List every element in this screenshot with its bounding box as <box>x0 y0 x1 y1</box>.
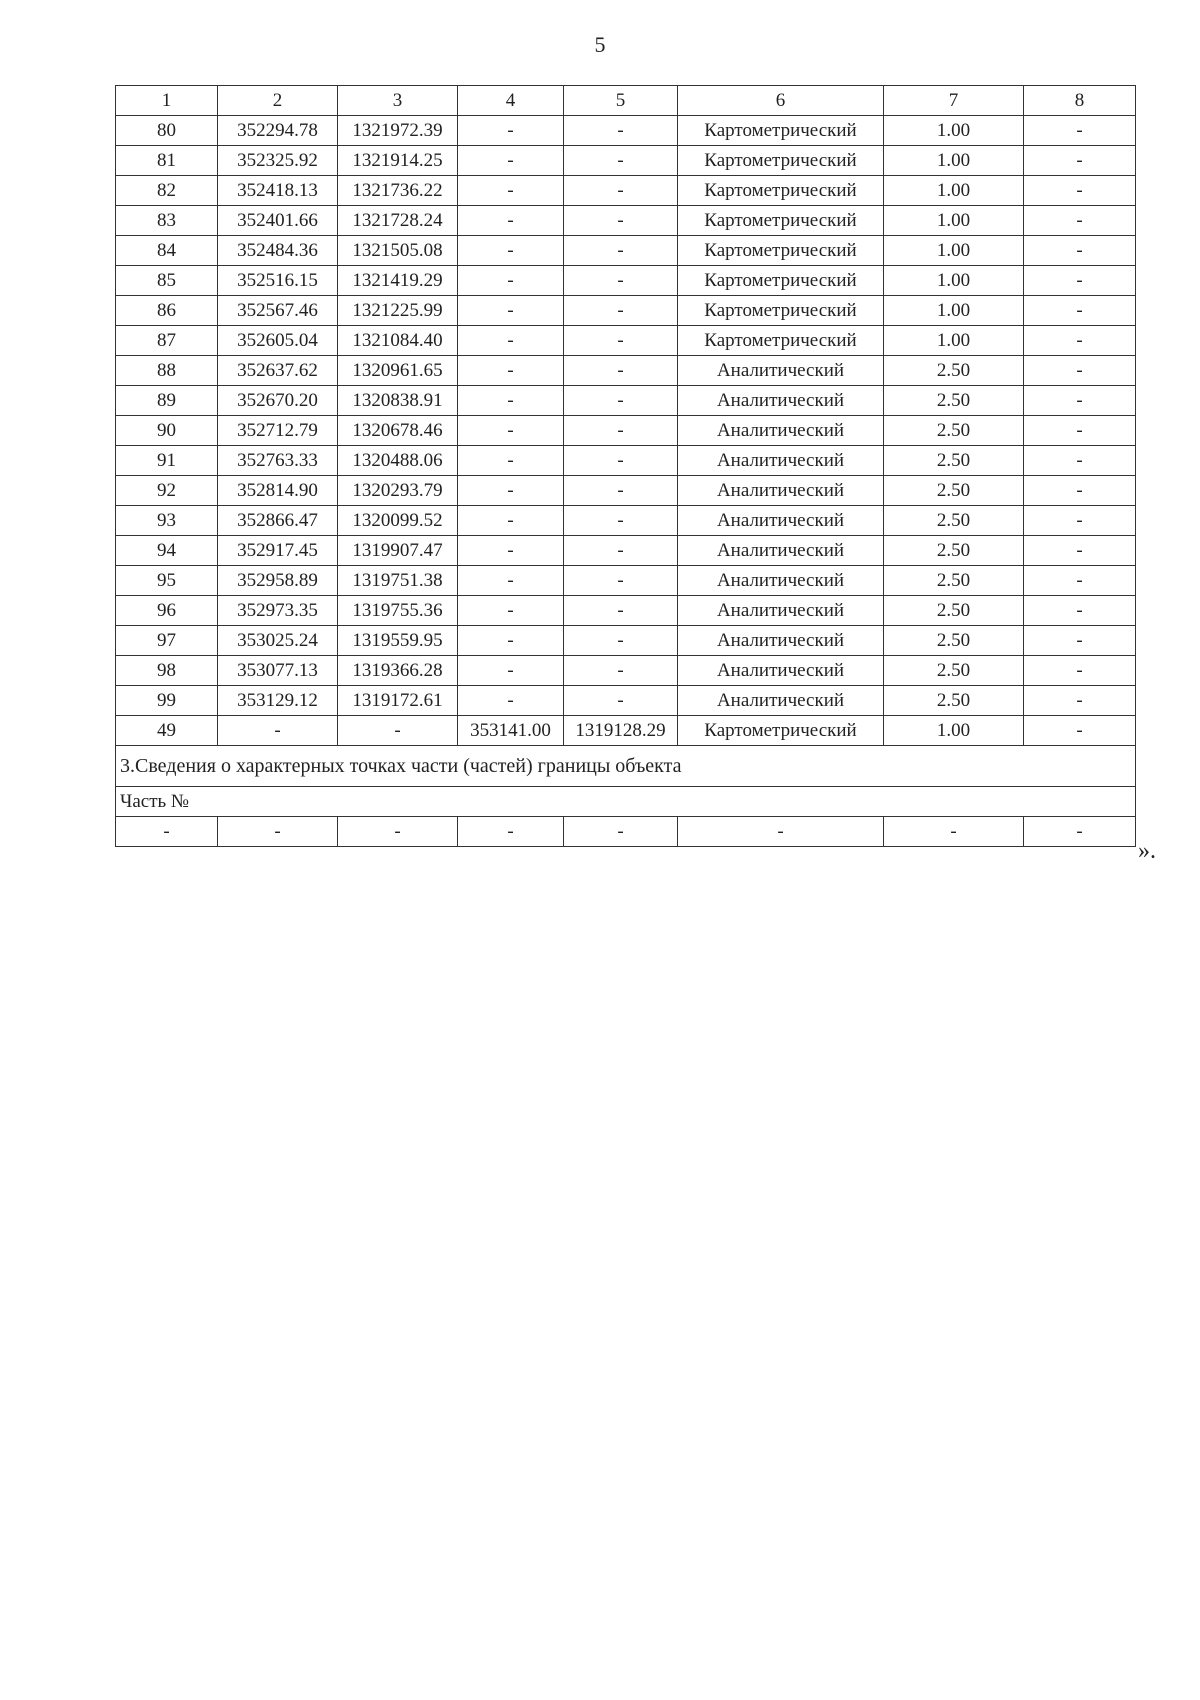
table-cell: - <box>564 596 678 626</box>
table-row <box>116 176 1136 206</box>
table-cell: - <box>1024 386 1136 416</box>
table-cell: - <box>458 686 564 716</box>
table-row <box>116 506 1136 536</box>
table-cell: Аналитический <box>678 506 884 536</box>
table-cell: Аналитический <box>678 656 884 686</box>
table-cell: 352418.13 <box>218 176 338 206</box>
table-row <box>116 596 1136 626</box>
table-cell: 352294.78 <box>218 116 338 146</box>
table-cell: 352712.79 <box>218 416 338 446</box>
table-cell: Картометрический <box>678 236 884 266</box>
column-header: 3 <box>338 86 458 116</box>
table-cell: 352484.36 <box>218 236 338 266</box>
section-title-row <box>116 746 1136 787</box>
table-cell: - <box>458 476 564 506</box>
part-label-row <box>116 787 1136 817</box>
table-cell: 1321419.29 <box>338 266 458 296</box>
table-row <box>116 716 1136 746</box>
column-header: 2 <box>218 86 338 116</box>
table-row <box>116 416 1136 446</box>
table-cell: Картометрический <box>678 326 884 356</box>
table-cell: - <box>1024 236 1136 266</box>
table-cell: Аналитический <box>678 476 884 506</box>
table-cell: 90 <box>116 416 218 446</box>
table-row <box>116 326 1136 356</box>
table-cell: - <box>1024 116 1136 146</box>
table-cell: Картометрический <box>678 716 884 746</box>
table-cell: 81 <box>116 146 218 176</box>
table-cell: - <box>458 656 564 686</box>
column-header: 6 <box>678 86 884 116</box>
table-cell: - <box>564 476 678 506</box>
table-cell: 1319366.28 <box>338 656 458 686</box>
table-cell: 1321225.99 <box>338 296 458 326</box>
table-cell: Аналитический <box>678 566 884 596</box>
table-cell: - <box>1024 566 1136 596</box>
table-cell: 1320678.46 <box>338 416 458 446</box>
table-cell: 352917.45 <box>218 536 338 566</box>
table-cell: - <box>1024 817 1136 847</box>
table-cell: - <box>564 356 678 386</box>
table-cell: 352325.92 <box>218 146 338 176</box>
table-cell: - <box>1024 656 1136 686</box>
table-cell: 2.50 <box>884 356 1024 386</box>
table-cell: 1321084.40 <box>338 326 458 356</box>
table-cell: - <box>1024 356 1136 386</box>
table-cell: - <box>1024 506 1136 536</box>
page-number: 5 <box>594 32 606 57</box>
table-cell: - <box>458 416 564 446</box>
boundary-points-table <box>115 85 1136 847</box>
table-cell: 352958.89 <box>218 566 338 596</box>
table-cell: - <box>458 266 564 296</box>
table-cell: 98 <box>116 656 218 686</box>
table-row <box>116 446 1136 476</box>
table-cell: - <box>564 296 678 326</box>
table-cell: 93 <box>116 506 218 536</box>
table-cell: 352605.04 <box>218 326 338 356</box>
table-cell: 352670.20 <box>218 386 338 416</box>
table-cell: 1.00 <box>884 266 1024 296</box>
table-cell: - <box>1024 266 1136 296</box>
table-row <box>116 266 1136 296</box>
table-cell: 1319172.61 <box>338 686 458 716</box>
table-cell: 1.00 <box>884 716 1024 746</box>
table-cell: 2.50 <box>884 446 1024 476</box>
table-cell: 2.50 <box>884 596 1024 626</box>
table-cell: 1.00 <box>884 206 1024 236</box>
table-cell: Аналитический <box>678 386 884 416</box>
table-cell: - <box>458 206 564 236</box>
table-cell: 96 <box>116 596 218 626</box>
table-cell: 1319751.38 <box>338 566 458 596</box>
table-cell: 1320838.91 <box>338 386 458 416</box>
table-cell: - <box>458 296 564 326</box>
table-cell: 1320961.65 <box>338 356 458 386</box>
table-cell: - <box>458 506 564 536</box>
table-cell: - <box>458 817 564 847</box>
table-cell: 1319755.36 <box>338 596 458 626</box>
table-cell: - <box>564 176 678 206</box>
table-cell: 353129.12 <box>218 686 338 716</box>
table-cell: Картометрический <box>678 266 884 296</box>
table-cell: 94 <box>116 536 218 566</box>
table-cell: - <box>1024 536 1136 566</box>
table-cell: - <box>564 566 678 596</box>
table-cell: 1321914.25 <box>338 146 458 176</box>
table-cell: 2.50 <box>884 386 1024 416</box>
table-cell: - <box>458 386 564 416</box>
table-cell: - <box>458 146 564 176</box>
table-cell: - <box>1024 176 1136 206</box>
table-cell: Картометрический <box>678 146 884 176</box>
table-cell: - <box>564 206 678 236</box>
table-cell: 1320293.79 <box>338 476 458 506</box>
table-cell: - <box>884 817 1024 847</box>
table-cell: 353141.00 <box>458 716 564 746</box>
table-cell: 86 <box>116 296 218 326</box>
column-header: 1 <box>116 86 218 116</box>
table-row <box>116 476 1136 506</box>
table-cell: 1321736.22 <box>338 176 458 206</box>
table-cell: 82 <box>116 176 218 206</box>
table-cell: 2.50 <box>884 506 1024 536</box>
table-row <box>116 686 1136 716</box>
table-cell: 2.50 <box>884 566 1024 596</box>
section-title: 3.Сведения о характерных точках части (частей) границы объекта <box>116 746 1136 787</box>
table-cell: 83 <box>116 206 218 236</box>
table-cell: 89 <box>116 386 218 416</box>
table-cell: Картометрический <box>678 296 884 326</box>
column-header: 5 <box>564 86 678 116</box>
table-cell: 352866.47 <box>218 506 338 536</box>
table-cell: 49 <box>116 716 218 746</box>
table-cell: Картометрический <box>678 206 884 236</box>
table-cell: 1.00 <box>884 296 1024 326</box>
table-cell: - <box>564 236 678 266</box>
table-cell: 95 <box>116 566 218 596</box>
table-cell: 1319128.29 <box>564 716 678 746</box>
table-row <box>116 626 1136 656</box>
table-cell: 1321505.08 <box>338 236 458 266</box>
column-header: 7 <box>884 86 1024 116</box>
table-cell: Аналитический <box>678 356 884 386</box>
column-header: 8 <box>1024 86 1136 116</box>
closing-quote-mark: ». <box>1138 838 1156 864</box>
table-cell: - <box>458 566 564 596</box>
table-body <box>116 86 1136 847</box>
table-cell: 2.50 <box>884 686 1024 716</box>
table-cell: - <box>564 626 678 656</box>
table-cell: 1.00 <box>884 326 1024 356</box>
table-cell: 2.50 <box>884 656 1024 686</box>
table-row <box>116 656 1136 686</box>
table-cell: Аналитический <box>678 686 884 716</box>
table-cell: 353025.24 <box>218 626 338 656</box>
column-header: 4 <box>458 86 564 116</box>
header-row <box>116 86 1136 116</box>
table-cell: 352516.15 <box>218 266 338 296</box>
table-cell: 91 <box>116 446 218 476</box>
table-cell: - <box>1024 296 1136 326</box>
table-cell: - <box>458 446 564 476</box>
table-cell: - <box>564 506 678 536</box>
table-cell: 2.50 <box>884 416 1024 446</box>
table-row <box>116 146 1136 176</box>
table-cell: 1319559.95 <box>338 626 458 656</box>
table-cell: 97 <box>116 626 218 656</box>
table-cell: - <box>564 116 678 146</box>
table-cell: - <box>338 817 458 847</box>
table-cell: 2.50 <box>884 536 1024 566</box>
table-cell: 352401.66 <box>218 206 338 236</box>
table-cell: 1321728.24 <box>338 206 458 236</box>
table-cell: 92 <box>116 476 218 506</box>
table-cell: - <box>1024 206 1136 236</box>
table-row <box>116 206 1136 236</box>
table-cell: - <box>218 716 338 746</box>
table-cell: 2.50 <box>884 476 1024 506</box>
table-cell: 352637.62 <box>218 356 338 386</box>
table-cell: - <box>458 116 564 146</box>
table-cell: - <box>1024 146 1136 176</box>
table-cell: - <box>564 536 678 566</box>
table-cell: - <box>458 326 564 356</box>
table-cell: - <box>458 236 564 266</box>
table-cell: 1321972.39 <box>338 116 458 146</box>
table-cell: - <box>338 716 458 746</box>
table-cell: 85 <box>116 266 218 296</box>
table-cell: 353077.13 <box>218 656 338 686</box>
table-cell: 1320488.06 <box>338 446 458 476</box>
table-cell: - <box>1024 416 1136 446</box>
table-cell: Аналитический <box>678 536 884 566</box>
table-row <box>116 236 1136 266</box>
table-cell: - <box>458 626 564 656</box>
table-cell: - <box>1024 476 1136 506</box>
table-cell: - <box>218 817 338 847</box>
table-cell: 88 <box>116 356 218 386</box>
table-cell: Аналитический <box>678 626 884 656</box>
table-cell: - <box>564 416 678 446</box>
table-cell: - <box>564 446 678 476</box>
table-cell: 1.00 <box>884 116 1024 146</box>
table-cell: - <box>678 817 884 847</box>
table-cell: 352567.46 <box>218 296 338 326</box>
table-cell: 87 <box>116 326 218 356</box>
table-cell: 1320099.52 <box>338 506 458 536</box>
table-cell: - <box>564 326 678 356</box>
table-cell: 1.00 <box>884 146 1024 176</box>
empty-part-row <box>116 817 1136 847</box>
table-cell: Картометрический <box>678 176 884 206</box>
table-cell: 352814.90 <box>218 476 338 506</box>
part-label: Часть № <box>116 787 1136 817</box>
table-cell: 1.00 <box>884 176 1024 206</box>
table-cell: Аналитический <box>678 416 884 446</box>
table-cell: Аналитический <box>678 446 884 476</box>
table-cell: - <box>458 596 564 626</box>
table-cell: 80 <box>116 116 218 146</box>
table-cell: - <box>116 817 218 847</box>
table-cell: Картометрический <box>678 116 884 146</box>
table-cell: 99 <box>116 686 218 716</box>
table-cell: - <box>1024 446 1136 476</box>
table-cell: - <box>1024 686 1136 716</box>
table-cell: - <box>564 386 678 416</box>
table-cell: - <box>564 656 678 686</box>
table-cell: - <box>564 817 678 847</box>
table-cell: 1.00 <box>884 236 1024 266</box>
table-cell: 352763.33 <box>218 446 338 476</box>
table-cell: 84 <box>116 236 218 266</box>
table-cell: - <box>564 146 678 176</box>
table-row <box>116 296 1136 326</box>
table-cell: Аналитический <box>678 596 884 626</box>
table-cell: - <box>1024 716 1136 746</box>
table-row <box>116 116 1136 146</box>
table-cell: - <box>1024 326 1136 356</box>
table-cell: - <box>1024 596 1136 626</box>
table-cell: - <box>458 176 564 206</box>
table-cell: - <box>564 266 678 296</box>
table-cell: 1319907.47 <box>338 536 458 566</box>
table-row <box>116 386 1136 416</box>
table-cell: 352973.35 <box>218 596 338 626</box>
table-cell: - <box>1024 626 1136 656</box>
table-cell: 2.50 <box>884 626 1024 656</box>
table-cell: - <box>458 536 564 566</box>
table-row <box>116 536 1136 566</box>
table-row <box>116 566 1136 596</box>
table-cell: - <box>458 356 564 386</box>
table-row <box>116 356 1136 386</box>
table-cell: - <box>564 686 678 716</box>
